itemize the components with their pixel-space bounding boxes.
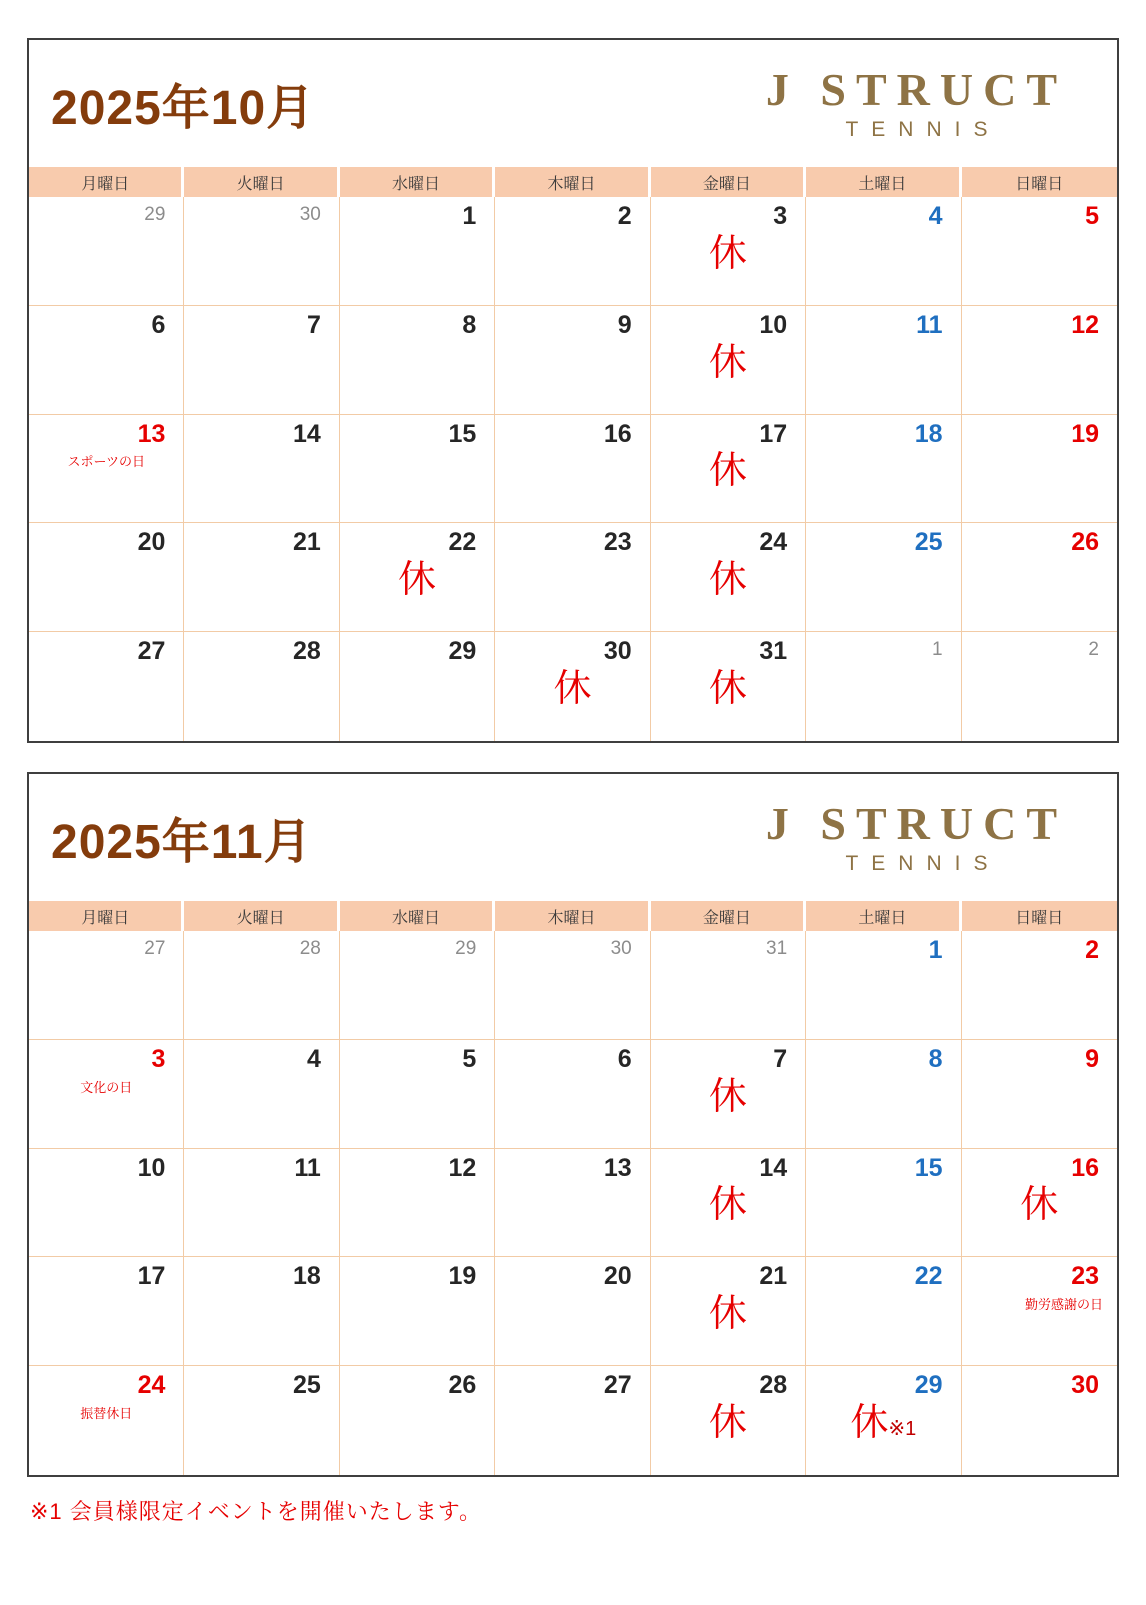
day-cell: [651, 632, 806, 741]
closed-mark-text: 休: [553, 667, 592, 710]
day-grid: [29, 931, 1117, 1475]
day-number: 7: [306, 310, 321, 339]
day-number: 30: [603, 637, 632, 666]
day-number: 18: [914, 419, 943, 448]
day-cell: [495, 1366, 650, 1475]
day-cell: [806, 523, 961, 632]
holiday-label: 振替休日: [80, 1405, 133, 1421]
month-title: 2025年11月: [51, 816, 313, 869]
logo: [765, 64, 1067, 141]
day-cell: [495, 931, 650, 1040]
day-number: 12: [1071, 310, 1099, 339]
day-number: 10: [759, 310, 788, 339]
day-number: 29: [144, 204, 166, 225]
day-number: 27: [144, 938, 166, 959]
closed-mark-text: 休: [708, 341, 747, 384]
day-number: 26: [1071, 528, 1099, 557]
day-number: 15: [914, 1153, 943, 1182]
closed-mark-text: 休: [1020, 1184, 1059, 1227]
weekday-header-6: 日曜日: [1015, 909, 1064, 927]
day-cell: [29, 1257, 184, 1366]
day-cell: [184, 197, 339, 306]
day-number: 23: [603, 528, 632, 557]
closed-mark-text: 休: [850, 1401, 889, 1444]
day-cell: [340, 1366, 495, 1475]
day-number: 24: [759, 528, 788, 557]
closed-mark: [651, 560, 805, 602]
day-number: 20: [603, 1262, 632, 1291]
day-number: 12: [448, 1153, 477, 1182]
closed-mark: [651, 669, 805, 711]
day-cell: [29, 632, 184, 741]
logo-wordmark: J STRUCT: [765, 798, 1067, 849]
day-cell: [29, 1366, 184, 1475]
day-number: 22: [448, 528, 477, 557]
closed-mark-text: 休: [708, 450, 747, 493]
day-cell: [495, 1149, 650, 1258]
day-number: 28: [299, 938, 321, 959]
day-number: 1: [462, 202, 477, 230]
day-cell: [806, 1040, 961, 1149]
day-number: 28: [759, 1371, 788, 1400]
holiday-label: スポーツの日: [67, 454, 145, 470]
day-number: 3: [151, 1044, 166, 1073]
day-cell: [29, 523, 184, 632]
day-number: 30: [610, 938, 632, 959]
day-cell: [495, 415, 650, 524]
day-cell: [806, 632, 961, 741]
day-cell: [806, 197, 961, 306]
day-cell: [184, 523, 339, 632]
closed-mark: [651, 234, 805, 276]
day-cell: [340, 931, 495, 1040]
day-cell: [962, 197, 1117, 306]
day-number: 19: [1071, 419, 1099, 448]
closed-mark-text: 休: [708, 232, 747, 275]
closed-mark-text: 休: [708, 1184, 747, 1227]
day-cell: [806, 306, 961, 415]
day-number: 29: [455, 938, 477, 959]
day-cell: [806, 931, 961, 1040]
weekday-header-0: 月曜日: [29, 167, 184, 197]
day-cell: [184, 931, 339, 1040]
closed-mark: [651, 1403, 805, 1445]
calendar-header: [29, 774, 1117, 901]
day-cell: [184, 1149, 339, 1258]
day-cell: [340, 1040, 495, 1149]
day-cell: [651, 197, 806, 306]
day-cell: [29, 1149, 184, 1258]
day-number: 17: [137, 1262, 166, 1291]
day-number: 13: [603, 1153, 632, 1182]
day-cell: [651, 1366, 806, 1475]
day-number: 5: [1085, 202, 1099, 230]
calendar-november: [27, 772, 1119, 1477]
day-cell: [29, 931, 184, 1040]
weekday-header-1: 火曜日: [184, 901, 339, 931]
day-number: 25: [293, 1371, 321, 1400]
holiday-label: 文化の日: [80, 1079, 133, 1095]
day-number: 15: [448, 419, 477, 448]
footnote: ※1 会員様限定イベントを開催いたします。: [30, 1499, 483, 1524]
day-number: 30: [299, 204, 321, 225]
day-number: 7: [773, 1044, 788, 1073]
closed-mark: [651, 343, 805, 385]
day-number: 27: [137, 637, 166, 666]
day-number: 6: [617, 1044, 632, 1073]
day-number: 14: [759, 1153, 788, 1182]
month-title: 2025年10月: [51, 82, 316, 135]
closed-mark: [651, 1185, 805, 1227]
closed-mark-text: 休: [708, 667, 747, 710]
weekday-header-0: 月曜日: [29, 901, 184, 931]
closed-mark: [962, 1185, 1117, 1227]
day-cell: [651, 1257, 806, 1366]
weekday-row: [29, 167, 1117, 197]
day-number: 2: [1088, 639, 1099, 661]
day-number: 8: [462, 310, 477, 339]
day-cell: [184, 306, 339, 415]
day-cell: [495, 197, 650, 306]
weekday-header-2: 水曜日: [340, 167, 495, 197]
day-number: 26: [448, 1371, 477, 1400]
day-cell: [651, 415, 806, 524]
day-number: 4: [306, 1044, 321, 1073]
day-number: 2: [617, 202, 632, 230]
day-number: 8: [928, 1044, 943, 1073]
holiday-label: 勤労感謝の日: [1024, 1297, 1103, 1313]
day-cell: [184, 1257, 339, 1366]
day-number: 30: [1071, 1371, 1099, 1400]
weekday-header-2: 水曜日: [340, 901, 495, 931]
weekday-row: [29, 901, 1117, 931]
day-number: 20: [137, 528, 166, 557]
closed-mark: [495, 669, 649, 711]
day-cell: [495, 523, 650, 632]
day-cell: [29, 197, 184, 306]
day-cell: [495, 1257, 650, 1366]
day-number: 31: [759, 637, 788, 666]
day-number: 2: [1085, 936, 1099, 964]
day-cell: [340, 415, 495, 524]
closed-mark-text: 休: [398, 559, 437, 602]
calendar-header: [29, 40, 1117, 167]
day-cell: [962, 1040, 1117, 1149]
closed-mark: [806, 1403, 960, 1445]
day-number: 21: [293, 528, 321, 557]
weekday-header-5: 土曜日: [806, 167, 961, 197]
day-cell: [962, 415, 1117, 524]
day-cell: [962, 1149, 1117, 1258]
day-cell: [651, 306, 806, 415]
day-number: 29: [914, 1371, 943, 1400]
day-number: 9: [617, 310, 632, 339]
day-number: 1: [931, 639, 943, 661]
closed-mark-text: 休: [708, 1401, 747, 1444]
day-number: 9: [1085, 1044, 1099, 1073]
day-cell: [806, 1257, 961, 1366]
day-number: 19: [448, 1262, 477, 1291]
logo-subtitle: TENNIS: [845, 852, 1001, 875]
day-number: 16: [1071, 1153, 1099, 1182]
weekday-header-3: 木曜日: [495, 167, 650, 197]
logo-wordmark: J STRUCT: [765, 64, 1067, 115]
day-number: 10: [137, 1153, 166, 1182]
day-cell: [962, 931, 1117, 1040]
day-cell: [962, 1257, 1117, 1366]
day-number: 14: [293, 419, 321, 448]
day-number: 1: [928, 936, 943, 964]
day-cell: [495, 1040, 650, 1149]
day-number: 31: [766, 938, 788, 959]
day-cell: [962, 306, 1117, 415]
weekday-header-5: 土曜日: [806, 901, 961, 931]
day-cell: [29, 415, 184, 524]
day-number: 23: [1071, 1262, 1099, 1291]
closed-mark: [651, 451, 805, 493]
day-cell: [962, 523, 1117, 632]
day-number: 22: [914, 1262, 943, 1291]
day-cell: [651, 1149, 806, 1258]
day-cell: [495, 632, 650, 741]
day-number: 11: [916, 310, 943, 339]
day-cell: [340, 523, 495, 632]
weekday-header-4: 金曜日: [651, 901, 806, 931]
day-number: 21: [759, 1262, 788, 1291]
closed-mark: [651, 1077, 805, 1119]
day-number: 18: [293, 1262, 321, 1291]
day-cell: [962, 632, 1117, 741]
day-cell: [184, 632, 339, 741]
day-grid: [29, 197, 1117, 741]
weekday-header-6: 日曜日: [1015, 175, 1064, 193]
day-cell: [340, 1257, 495, 1366]
day-cell: [962, 1366, 1117, 1475]
day-cell: [806, 415, 961, 524]
day-number: 3: [773, 202, 788, 230]
logo-subtitle: TENNIS: [845, 118, 1001, 141]
closed-mark-text: 休: [708, 1293, 747, 1336]
logo: [765, 798, 1067, 875]
day-number: 17: [759, 419, 788, 448]
day-cell: [651, 523, 806, 632]
day-number: 4: [928, 202, 943, 230]
closed-mark-note: ※1: [888, 1417, 917, 1440]
day-number: 27: [603, 1371, 632, 1400]
day-number: 29: [448, 637, 477, 666]
weekday-header-3: 木曜日: [495, 901, 650, 931]
day-number: 25: [914, 528, 943, 557]
day-number: 16: [603, 419, 632, 448]
closed-mark: [651, 1294, 805, 1336]
day-cell: [495, 306, 650, 415]
day-number: 11: [294, 1153, 321, 1182]
day-cell: [29, 1040, 184, 1149]
day-cell: [340, 197, 495, 306]
day-number: 13: [137, 419, 166, 448]
day-cell: [340, 1149, 495, 1258]
day-cell: [184, 1366, 339, 1475]
day-cell: [184, 1040, 339, 1149]
closed-mark-text: 休: [708, 559, 747, 602]
closed-mark-text: 休: [708, 1075, 747, 1118]
closed-mark: [340, 560, 494, 602]
day-cell: [651, 931, 806, 1040]
day-cell: [651, 1040, 806, 1149]
day-cell: [806, 1149, 961, 1258]
day-cell: [29, 306, 184, 415]
day-number: 5: [462, 1044, 477, 1073]
calendar-page: [0, 38, 1146, 1526]
day-cell: [184, 415, 339, 524]
weekday-header-1: 火曜日: [184, 167, 339, 197]
day-cell: [340, 632, 495, 741]
day-number: 6: [151, 310, 166, 339]
calendar-october: [27, 38, 1119, 743]
day-number: 24: [137, 1371, 166, 1400]
weekday-header-4: 金曜日: [651, 167, 806, 197]
day-number: 28: [293, 637, 321, 666]
day-cell: [806, 1366, 961, 1475]
day-cell: [340, 306, 495, 415]
